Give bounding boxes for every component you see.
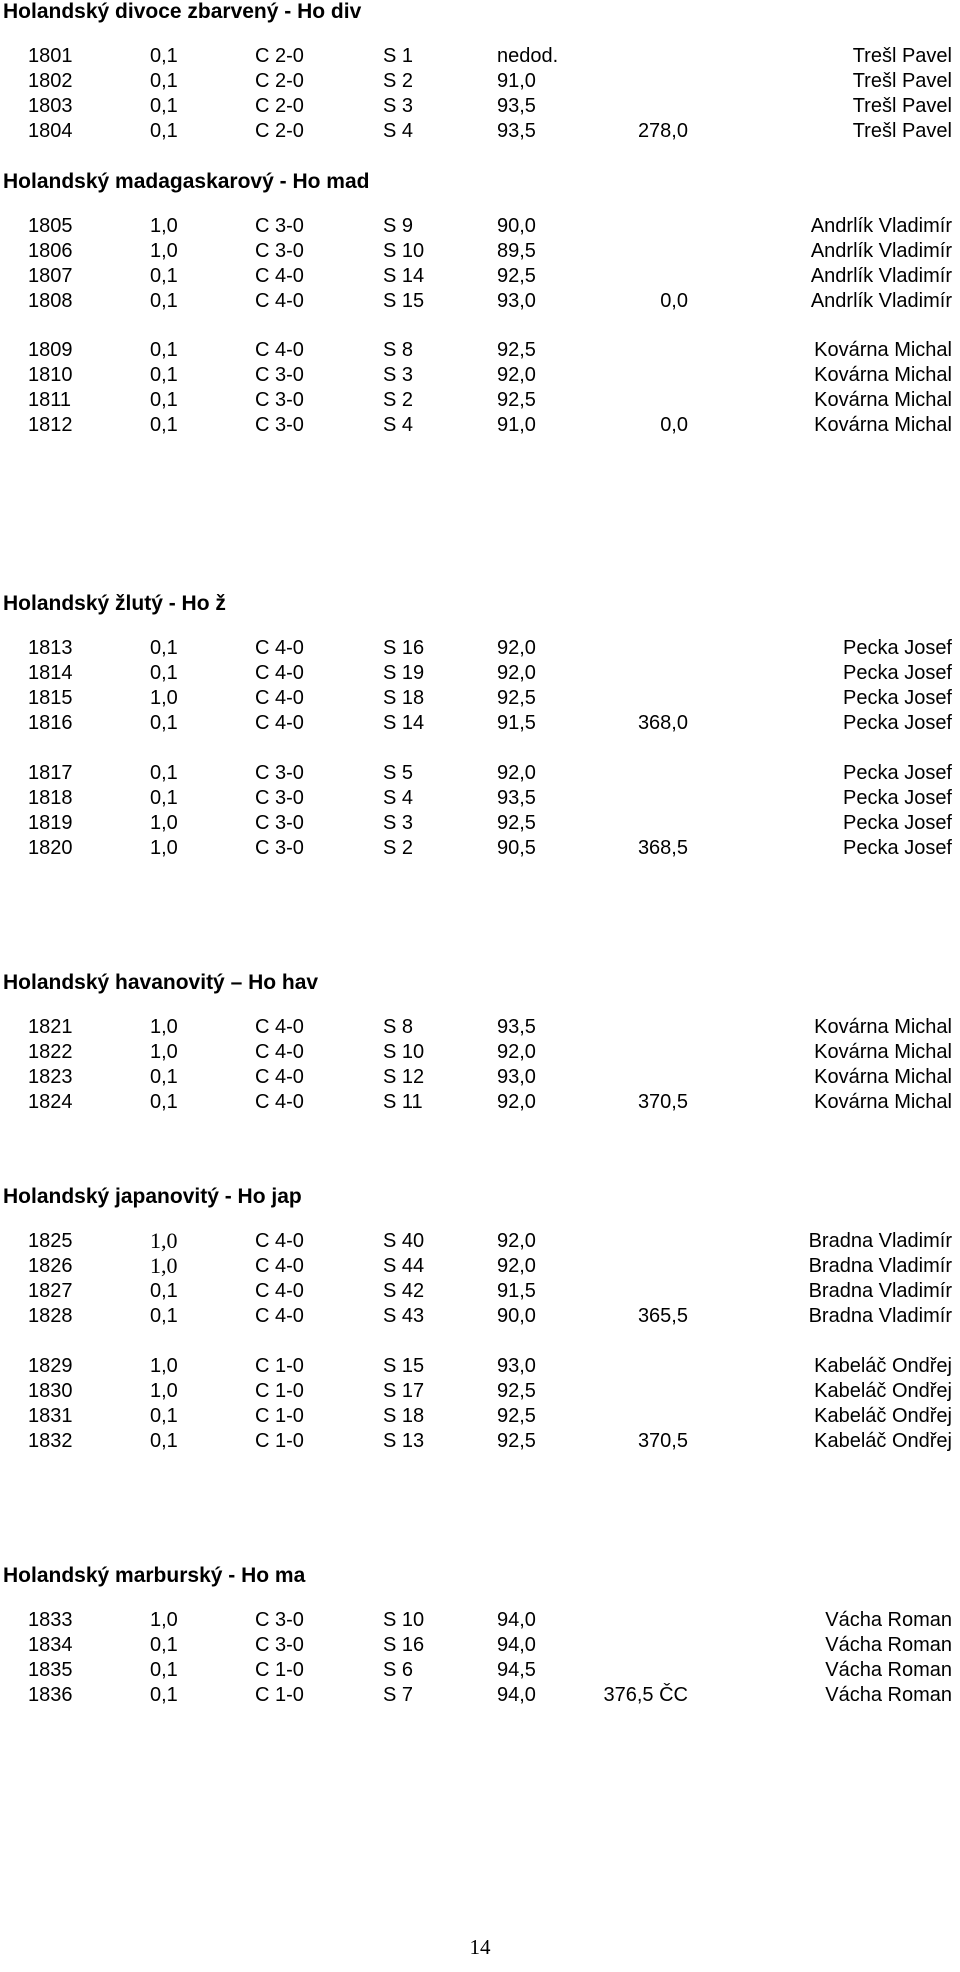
entry-number: 1827 — [28, 1280, 73, 1302]
entry-points: 92,0 — [497, 762, 536, 784]
entry-cage: S 18 — [383, 687, 425, 709]
entry-class: C 3-0 — [255, 1609, 304, 1631]
entry-number: 1830 — [28, 1380, 73, 1402]
entry-sex: 1,0 — [150, 1380, 178, 1402]
entry-sex: 0,1 — [150, 1405, 178, 1427]
entry-cage: S 4 — [383, 120, 414, 142]
entry-group-total: 370,5 — [637, 1091, 688, 1113]
entry-class: C 4-0 — [255, 687, 304, 709]
table-row — [0, 1378, 960, 1404]
entry-class: C 3-0 — [255, 414, 304, 436]
entry-number: 1813 — [28, 637, 73, 659]
table-row — [0, 238, 960, 264]
table-row — [0, 1657, 960, 1683]
entry-cage: S 2 — [383, 837, 414, 859]
entry-cage: S 10 — [383, 240, 425, 262]
entry-owner: Kabeláč Ondřej — [814, 1355, 952, 1377]
entry-cage: S 8 — [383, 1016, 414, 1038]
entry-owner: Bradna Vladimír — [808, 1280, 952, 1302]
entry-class: C 4-0 — [255, 1066, 304, 1088]
entry-class: C 4-0 — [255, 1305, 304, 1327]
entry-owner: Kabeláč Ondřej — [814, 1430, 952, 1452]
table-row — [0, 1253, 960, 1279]
entry-points: 91,0 — [497, 70, 536, 92]
entry-owner: Kovárna Michal — [814, 389, 952, 411]
entry-number: 1822 — [28, 1041, 73, 1063]
entry-group-total: 376,5 ČC — [603, 1684, 688, 1706]
entry-owner: Vácha Roman — [825, 1684, 952, 1706]
entry-owner: Andrlík Vladimír — [810, 215, 952, 237]
table-row — [0, 785, 960, 811]
entry-class: C 3-0 — [255, 389, 304, 411]
table-row — [0, 1228, 960, 1254]
entry-points: 93,5 — [497, 95, 536, 117]
entry-number: 1823 — [28, 1066, 73, 1088]
entry-points: 92,0 — [497, 1041, 536, 1063]
entry-points: 91,0 — [497, 414, 536, 436]
table-row — [0, 1353, 960, 1379]
entry-cage: S 15 — [383, 1355, 425, 1377]
entry-sex: 1,0 — [150, 1228, 178, 1253]
entry-owner: Vácha Roman — [825, 1609, 952, 1631]
entry-sex: 1,0 — [150, 687, 178, 709]
entry-number: 1809 — [28, 339, 73, 361]
entry-number: 1836 — [28, 1684, 73, 1706]
entry-sex: 0,1 — [150, 1684, 178, 1706]
entry-points: 92,5 — [497, 1380, 536, 1402]
section-heading: Holandský japanovitý - Ho jap — [3, 1185, 302, 1208]
table-row — [0, 835, 960, 861]
entry-points: 92,5 — [497, 265, 536, 287]
entry-number: 1814 — [28, 662, 73, 684]
section-heading: Holandský havanovitý – Ho hav — [3, 971, 319, 994]
entry-number: 1818 — [28, 787, 73, 809]
entry-owner: Trešl Pavel — [852, 120, 952, 142]
entry-number: 1811 — [28, 389, 72, 411]
entry-cage: S 40 — [383, 1230, 425, 1252]
entry-class: C 4-0 — [255, 662, 304, 684]
entry-points: 92,5 — [497, 1430, 536, 1452]
entry-class: C 4-0 — [255, 1230, 304, 1252]
entry-points: 93,0 — [497, 1355, 536, 1377]
entry-cage: S 16 — [383, 1634, 425, 1656]
entry-cage: S 9 — [383, 215, 414, 237]
entry-sex: 1,0 — [150, 1355, 178, 1377]
entry-owner: Kovárna Michal — [814, 364, 952, 386]
entry-points: 94,0 — [497, 1684, 536, 1706]
table-row — [0, 1014, 960, 1040]
entry-number: 1812 — [28, 414, 73, 436]
entry-sex: 0,1 — [150, 70, 178, 92]
entry-sex: 0,1 — [150, 389, 178, 411]
entry-class: C 4-0 — [255, 712, 304, 734]
entry-cage: S 44 — [383, 1255, 425, 1277]
entry-points: 93,0 — [497, 290, 536, 312]
entry-cage: S 3 — [383, 364, 414, 386]
entry-class: C 4-0 — [255, 1041, 304, 1063]
entry-points: 93,0 — [497, 1066, 536, 1088]
entry-class: C 4-0 — [255, 1280, 304, 1302]
entry-cage: S 7 — [383, 1684, 414, 1706]
entry-number: 1825 — [28, 1230, 73, 1252]
entry-points: 92,0 — [497, 364, 536, 386]
entry-number: 1828 — [28, 1305, 73, 1327]
entry-class: C 3-0 — [255, 787, 304, 809]
entry-number: 1834 — [28, 1634, 73, 1656]
entry-number: 1829 — [28, 1355, 73, 1377]
table-row — [0, 93, 960, 119]
entry-owner: Pecka Josef — [843, 787, 952, 809]
entry-sex: 0,1 — [150, 364, 178, 386]
entry-cage: S 14 — [383, 265, 425, 287]
entry-cage: S 16 — [383, 637, 425, 659]
entry-sex: 1,0 — [150, 1016, 178, 1038]
entry-number: 1801 — [28, 45, 73, 67]
entry-owner: Trešl Pavel — [852, 45, 952, 67]
entry-sex: 0,1 — [150, 1066, 178, 1088]
table-row — [0, 685, 960, 711]
entry-sex: 0,1 — [150, 414, 178, 436]
entry-number: 1804 — [28, 120, 73, 142]
entry-group-total: 365,5 — [637, 1305, 688, 1327]
entry-sex: 0,1 — [150, 1634, 178, 1656]
entry-sex: 1,0 — [150, 1253, 178, 1278]
entry-owner: Pecka Josef — [843, 637, 952, 659]
entry-owner: Kovárna Michal — [814, 1066, 952, 1088]
entry-class: C 4-0 — [255, 1255, 304, 1277]
entry-points: 92,0 — [497, 1255, 536, 1277]
entry-cage: S 5 — [383, 762, 414, 784]
entry-cage: S 8 — [383, 339, 414, 361]
entry-class: C 4-0 — [255, 1091, 304, 1113]
entry-points: 89,5 — [497, 240, 536, 262]
entry-owner: Trešl Pavel — [852, 95, 952, 117]
entry-cage: S 1 — [383, 45, 414, 67]
table-row — [0, 1064, 960, 1090]
entry-points: 93,5 — [497, 120, 536, 142]
entry-number: 1835 — [28, 1659, 73, 1681]
entry-sex: 0,1 — [150, 265, 178, 287]
table-row — [0, 760, 960, 786]
entry-sex: 0,1 — [150, 1091, 178, 1113]
entry-class: C 1-0 — [255, 1355, 304, 1377]
entry-cage: S 14 — [383, 712, 425, 734]
entry-sex: 0,1 — [150, 339, 178, 361]
entry-sex: 0,1 — [150, 662, 178, 684]
entry-points: 94,0 — [497, 1634, 536, 1656]
section-heading: Holandský madagaskarový - Ho mad — [3, 170, 370, 193]
entry-number: 1826 — [28, 1255, 73, 1277]
entry-class: C 1-0 — [255, 1380, 304, 1402]
entry-owner: Kovárna Michal — [814, 1016, 952, 1038]
entry-points: 92,5 — [497, 687, 536, 709]
entry-sex: 0,1 — [150, 45, 178, 67]
entry-cage: S 42 — [383, 1280, 425, 1302]
entry-sex: 0,1 — [150, 1659, 178, 1681]
entry-class: C 2-0 — [255, 95, 304, 117]
entry-owner: Bradna Vladimír — [808, 1255, 952, 1277]
table-row — [0, 810, 960, 836]
entry-sex: 0,1 — [150, 1280, 178, 1302]
entry-points: nedod. — [497, 45, 559, 67]
table-row — [0, 362, 960, 388]
table-row — [0, 1303, 960, 1329]
entry-points: 92,0 — [497, 637, 536, 659]
entry-owner: Pecka Josef — [843, 712, 952, 734]
entry-cage: S 19 — [383, 662, 425, 684]
entry-points: 90,5 — [497, 837, 536, 859]
entry-points: 94,0 — [497, 1609, 536, 1631]
entry-owner: Pecka Josef — [843, 662, 952, 684]
entry-owner: Bradna Vladimír — [808, 1230, 952, 1252]
entry-points: 92,5 — [497, 1405, 536, 1427]
entry-cage: S 12 — [383, 1066, 425, 1088]
entry-cage: S 4 — [383, 787, 414, 809]
entry-sex: 0,1 — [150, 1430, 178, 1452]
entry-class: C 4-0 — [255, 637, 304, 659]
table-row — [0, 387, 960, 413]
entry-number: 1832 — [28, 1430, 73, 1452]
entry-class: C 3-0 — [255, 215, 304, 237]
entry-number: 1819 — [28, 812, 73, 834]
section-heading: Holandský marburský - Ho ma — [3, 1564, 306, 1587]
entry-sex: 0,1 — [150, 95, 178, 117]
entry-class: C 1-0 — [255, 1405, 304, 1427]
section-heading: Holandský žlutý - Ho ž — [3, 592, 226, 615]
entry-number: 1803 — [28, 95, 73, 117]
table-row — [0, 213, 960, 239]
entry-class: C 1-0 — [255, 1684, 304, 1706]
entry-class: C 4-0 — [255, 1016, 304, 1038]
entry-owner: Pecka Josef — [843, 687, 952, 709]
entry-owner: Kabeláč Ondřej — [814, 1380, 952, 1402]
entry-cage: S 4 — [383, 414, 414, 436]
entry-points: 92,0 — [497, 1230, 536, 1252]
entry-sex: 0,1 — [150, 1305, 178, 1327]
table-row — [0, 337, 960, 363]
entry-owner: Kabeláč Ondřej — [814, 1405, 952, 1427]
table-row — [0, 288, 960, 314]
entry-class: C 1-0 — [255, 1659, 304, 1681]
entry-group-total: 0,0 — [660, 414, 688, 436]
entry-group-total: 370,5 — [637, 1430, 688, 1452]
entry-owner: Kovárna Michal — [814, 1041, 952, 1063]
table-row — [0, 1403, 960, 1429]
entry-class: C 2-0 — [255, 45, 304, 67]
entry-class: C 3-0 — [255, 364, 304, 386]
entry-points: 93,5 — [497, 787, 536, 809]
entry-sex: 1,0 — [150, 837, 178, 859]
entry-owner: Pecka Josef — [843, 762, 952, 784]
entry-class: C 1-0 — [255, 1430, 304, 1452]
table-row — [0, 1278, 960, 1304]
entry-class: C 3-0 — [255, 762, 304, 784]
entry-number: 1817 — [28, 762, 73, 784]
table-row — [0, 68, 960, 94]
entry-cage: S 2 — [383, 389, 414, 411]
entry-sex: 0,1 — [150, 787, 178, 809]
entry-number: 1816 — [28, 712, 73, 734]
entry-points: 92,0 — [497, 662, 536, 684]
entry-class: C 4-0 — [255, 290, 304, 312]
entry-owner: Trešl Pavel — [852, 70, 952, 92]
entry-owner: Andrlík Vladimír — [810, 240, 952, 262]
table-row — [0, 710, 960, 736]
entry-sex: 0,1 — [150, 712, 178, 734]
entry-points: 91,5 — [497, 712, 536, 734]
entry-points: 90,0 — [497, 215, 536, 237]
entry-number: 1821 — [28, 1016, 73, 1038]
entry-sex: 1,0 — [150, 1609, 178, 1631]
entry-sex: 0,1 — [150, 290, 178, 312]
entry-owner: Pecka Josef — [843, 812, 952, 834]
table-row — [0, 1607, 960, 1633]
entry-owner: Kovárna Michal — [814, 1091, 952, 1113]
entry-number: 1833 — [28, 1609, 73, 1631]
entry-number: 1806 — [28, 240, 73, 262]
table-row — [0, 1428, 960, 1454]
entry-class: C 3-0 — [255, 837, 304, 859]
entry-sex: 1,0 — [150, 215, 178, 237]
entry-class: C 3-0 — [255, 240, 304, 262]
entry-cage: S 10 — [383, 1609, 425, 1631]
entry-number: 1808 — [28, 290, 73, 312]
entry-number: 1810 — [28, 364, 73, 386]
page-number: 14 — [469, 1935, 491, 1959]
entry-owner: Vácha Roman — [825, 1634, 952, 1656]
entry-class: C 3-0 — [255, 812, 304, 834]
entry-sex: 0,1 — [150, 120, 178, 142]
entry-cage: S 6 — [383, 1659, 414, 1681]
entry-class: C 4-0 — [255, 339, 304, 361]
entry-group-total: 278,0 — [637, 120, 688, 142]
entry-group-total: 368,5 — [637, 837, 688, 859]
entry-cage: S 15 — [383, 290, 425, 312]
entry-owner: Pecka Josef — [843, 837, 952, 859]
entry-cage: S 43 — [383, 1305, 425, 1327]
entry-number: 1824 — [28, 1091, 73, 1113]
table-row — [0, 118, 960, 144]
entry-sex: 0,1 — [150, 762, 178, 784]
entry-number: 1802 — [28, 70, 73, 92]
entry-number: 1805 — [28, 215, 73, 237]
table-row — [0, 1089, 960, 1115]
entry-cage: S 17 — [383, 1380, 425, 1402]
entry-cage: S 2 — [383, 70, 414, 92]
entry-owner: Andrlík Vladimír — [810, 265, 952, 287]
table-row — [0, 263, 960, 289]
entry-points: 94,5 — [497, 1659, 536, 1681]
entry-class: C 4-0 — [255, 265, 304, 287]
entry-points: 91,5 — [497, 1280, 536, 1302]
entry-cage: S 18 — [383, 1405, 425, 1427]
table-row — [0, 635, 960, 661]
entry-cage: S 3 — [383, 95, 414, 117]
entry-class: C 3-0 — [255, 1634, 304, 1656]
entry-number: 1831 — [28, 1405, 73, 1427]
table-row — [0, 660, 960, 686]
entry-sex: 0,1 — [150, 637, 178, 659]
entry-owner: Bradna Vladimír — [808, 1305, 952, 1327]
table-row — [0, 1632, 960, 1658]
entry-class: C 2-0 — [255, 120, 304, 142]
entry-points: 92,5 — [497, 339, 536, 361]
entry-number: 1807 — [28, 265, 73, 287]
entry-points: 90,0 — [497, 1305, 536, 1327]
entry-number: 1815 — [28, 687, 73, 709]
table-row — [0, 412, 960, 438]
entry-points: 92,5 — [497, 389, 536, 411]
entry-points: 92,0 — [497, 1091, 536, 1113]
entry-points: 92,5 — [497, 812, 536, 834]
entry-sex: 1,0 — [150, 240, 178, 262]
entry-owner: Vácha Roman — [825, 1659, 952, 1681]
entry-cage: S 13 — [383, 1430, 425, 1452]
entry-cage: S 11 — [383, 1091, 423, 1113]
entry-points: 93,5 — [497, 1016, 536, 1038]
entry-sex: 1,0 — [150, 1041, 178, 1063]
entry-group-total: 368,0 — [637, 712, 688, 734]
entry-cage: S 10 — [383, 1041, 425, 1063]
section-heading: Holandský divoce zbarvený - Ho div — [3, 0, 362, 23]
entry-class: C 2-0 — [255, 70, 304, 92]
entry-owner: Andrlík Vladimír — [810, 290, 952, 312]
entry-owner: Kovárna Michal — [814, 414, 952, 436]
entry-group-total: 0,0 — [660, 290, 688, 312]
table-row — [0, 43, 960, 69]
table-row — [0, 1039, 960, 1065]
entry-number: 1820 — [28, 837, 73, 859]
entry-owner: Kovárna Michal — [814, 339, 952, 361]
entry-sex: 1,0 — [150, 812, 178, 834]
table-row — [0, 1682, 960, 1708]
entry-cage: S 3 — [383, 812, 414, 834]
